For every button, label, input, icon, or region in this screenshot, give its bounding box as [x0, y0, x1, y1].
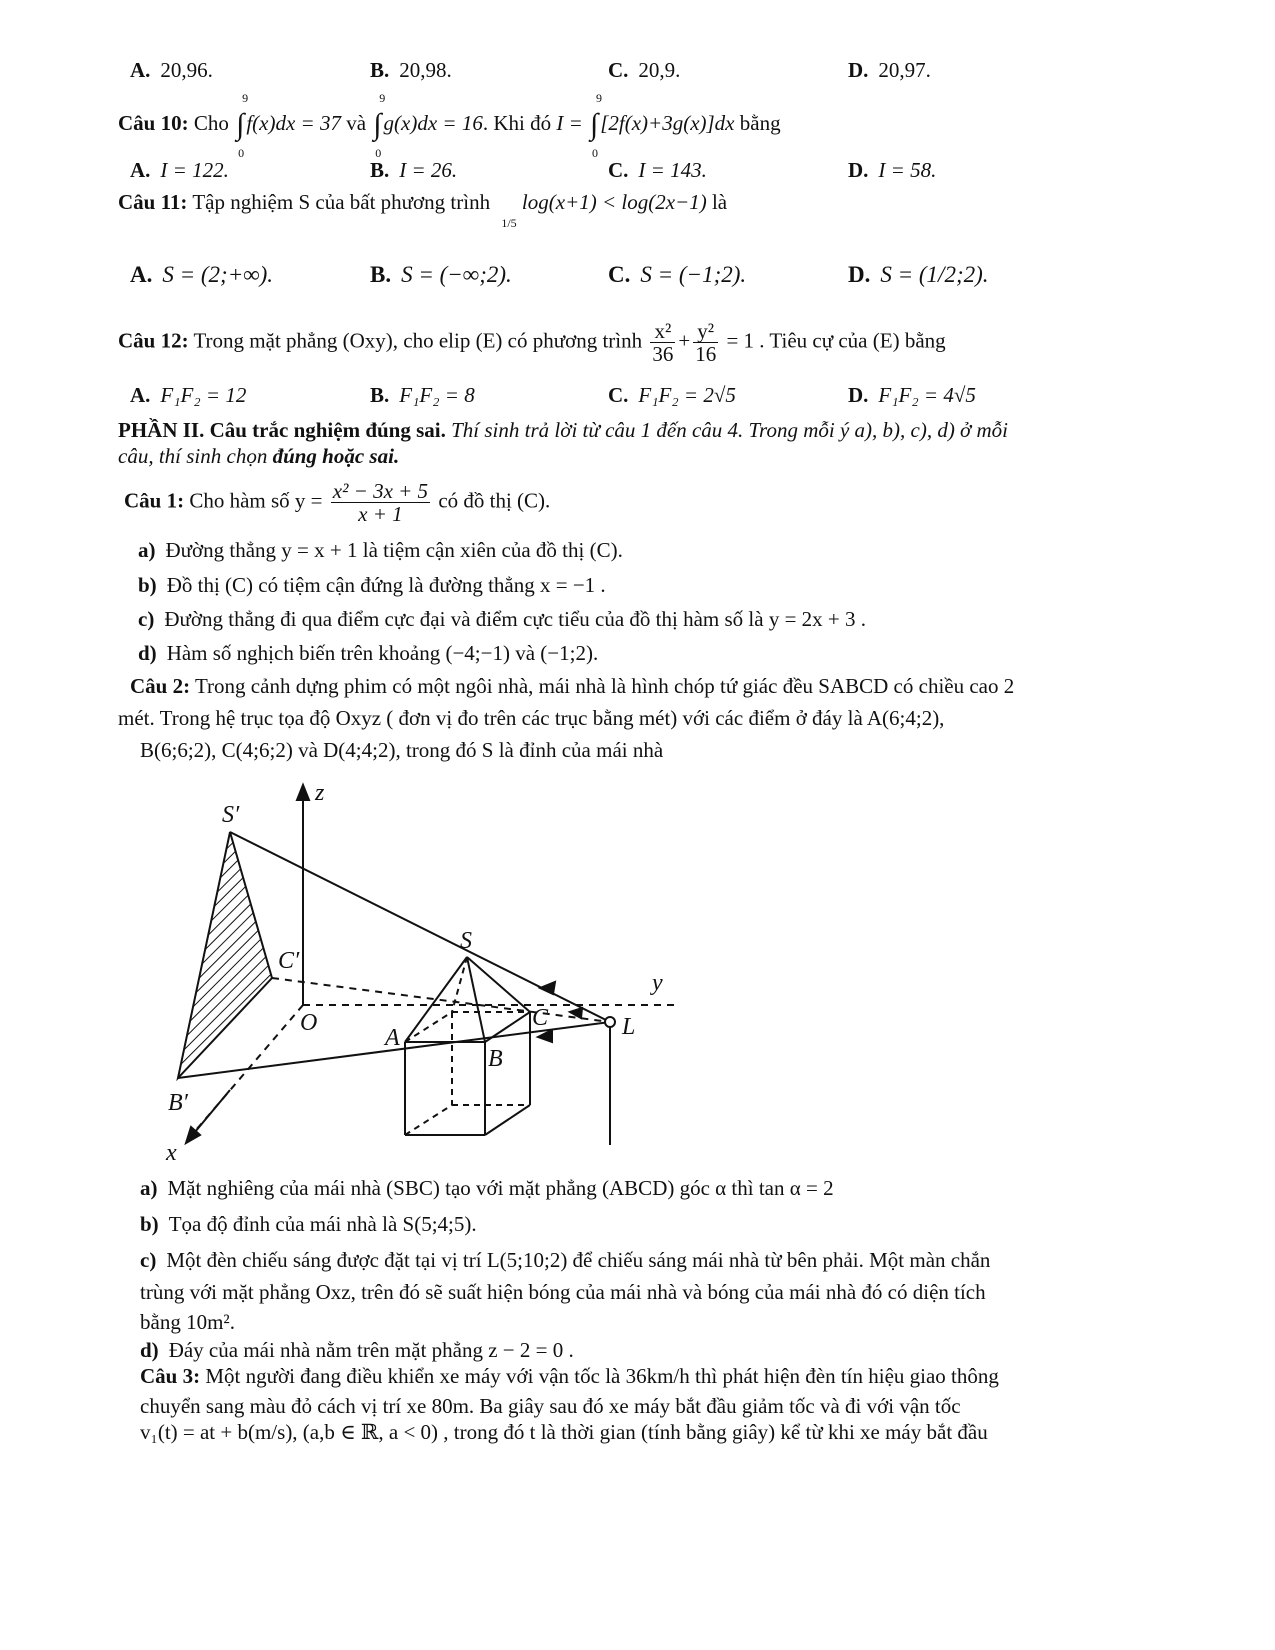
- q12-stem: Câu 12: Trong mặt phẳng (Oxy), cho elip (E) có phương trình $\frac{\text{x²}}{36}$ + $\frac{\text{y²}}{16}$ = 1 . Tiêu cự của (E) bằng: [118, 319, 946, 367]
- q12-option-d: D. F₁F₂ = 4√5: [848, 383, 976, 407]
- house-projection-figure: [160, 775, 720, 1170]
- p2q2-item-b: b) Tọa độ đỉnh của mái nhà là S(5;4;5).: [140, 1212, 477, 1236]
- label-y: y: [652, 970, 663, 996]
- q11-option-d: D. S = (1/2;2).: [848, 262, 989, 287]
- p2q2-item-a: a) Mặt nghiêng của mái nhà (SBC) tạo với mặt phẳng (ABCD) góc α thì tan α = 2: [140, 1176, 834, 1200]
- q12-option-c: C. F₁F₂ = 2√5: [608, 383, 736, 407]
- label-c-prime: C′: [278, 948, 300, 974]
- q11-option-b: B. S = (−∞;2).: [370, 262, 512, 287]
- p2q1-item-d: d) Hàm số nghịch biến trên khoảng (−4;−1) và (−1;2).: [138, 641, 599, 665]
- q12-option-a: A. F₁F₂ = 12: [130, 383, 247, 407]
- label-z: z: [315, 780, 325, 806]
- label-s: S: [460, 928, 472, 954]
- q10-option-d: D. I = 58.: [848, 158, 937, 182]
- q10-stem: Câu 10: Cho 9 ∫ 0 f(x)dx = 37 và 9 ∫ 0 g(x)dx = 16. Khi đó I = 9 ∫ 0 [2f(x)+3g(x)]dx bằng: [118, 91, 781, 160]
- label-o: O: [300, 1010, 318, 1036]
- q12-option-b: B. F₁F₂ = 8: [370, 383, 475, 407]
- q11-option-a: A. S = (2;+∞).: [130, 262, 274, 287]
- q11-stem: Câu 11: Tập nghiệm S của bất phương trình $_{1/5}$ log(x+1) < log(2x−1) là: [118, 190, 728, 230]
- label-x: x: [166, 1140, 177, 1166]
- q10-option-b: B. I = 26.: [370, 158, 458, 182]
- part2-heading: PHẦN II. Câu trắc nghiệm đúng sai. Thí sinh trả lời từ câu 1 đến câu 4. Trong mỗi ý a), b), c), d) ở mỗi: [118, 418, 1009, 442]
- p2q1-item-c: c) Đường thẳng đi qua điểm cực đại và điểm cực tiểu của đồ thị hàm số là y = 2x + 3 .: [138, 607, 867, 631]
- z-axis-arrow: [297, 785, 309, 800]
- p2q3-line-3: v₁(t) = at + b(m/s), (a,b ∈ ℝ, a < 0) , trong đó t là thời gian (tính bằng giây) kể từ khi xe máy bắt đầu: [140, 1420, 988, 1444]
- p2q3-line-1: Câu 3: Một người đang điều khiển xe máy với vận tốc là 36km/h thì phát hiện đèn tín hiệu giao thông: [140, 1364, 999, 1388]
- q9-option-a: A. 20,96.: [130, 58, 213, 82]
- p2q2-item-c: c) Một đèn chiếu sáng được đặt tại vị trí L(5;10;2) để chiếu sáng mái nhà từ bên phải. Một màn chắn: [140, 1248, 991, 1272]
- p2q2-item-d: d) Đáy của mái nhà nằm trên mặt phẳng z − 2 = 0 .: [140, 1338, 574, 1362]
- label-b: B: [488, 1046, 503, 1072]
- q10-option-c: C. I = 143.: [608, 158, 707, 182]
- q10-option-a: A. I = 122.: [130, 158, 229, 182]
- q11-option-c: C. S = (−1;2).: [608, 262, 747, 287]
- q9-option-c: C. 20,9.: [608, 58, 681, 82]
- p2q2-item-c-end: bằng 10m².: [140, 1310, 235, 1334]
- label-s-prime: S′: [222, 802, 240, 828]
- p2q2-line-2: mét. Trong hệ trục tọa độ Oxyz ( đơn vị đo trên các trục bằng mét) với các điểm ở đáy là A(6;4;2),: [118, 706, 945, 730]
- q9-option-b: B. 20,98.: [370, 58, 452, 82]
- label-l: L: [622, 1014, 636, 1040]
- label-a: A: [385, 1025, 400, 1051]
- light-source: [605, 1017, 615, 1027]
- shadow-hatched: [178, 832, 272, 1078]
- p2q1-item-b: b) Đồ thị (C) có tiệm cận đứng là đường thẳng x = −1 .: [138, 573, 606, 597]
- part2-instruction: câu, thí sinh chọn đúng hoặc sai.: [118, 444, 400, 468]
- p2q1-item-a: a) Đường thẳng y = x + 1 là tiệm cận xiên của đồ thị (C).: [138, 538, 623, 562]
- q9-option-d: D. 20,97.: [848, 58, 931, 82]
- q10-label: Câu 10:: [118, 111, 189, 136]
- p2q2-line-3: B(6;6;2), C(4;6;2) và D(4;4;2), trong đó S là đỉnh của mái nhà: [140, 738, 664, 762]
- p2q2-item-c-cont: trùng với mặt phẳng Oxz, trên đó sẽ suất hiện bóng của mái nhà và bóng của mái nhà đó có diện tích: [140, 1280, 986, 1304]
- ray-c-prime: [272, 978, 610, 1022]
- label-c: C: [532, 1005, 549, 1031]
- p2q3-line-2: chuyển sang màu đỏ cách vị trí xe 80m. Ba giây sau đó xe máy bắt đầu giảm tốc và đi với vận tốc: [140, 1394, 961, 1418]
- label-b-prime: B′: [168, 1090, 188, 1116]
- p2q1-stem: Câu 1: Cho hàm số y = $\frac{\text{x² − 3x + 5}}{x + 1}$ có đồ thị (C).: [124, 479, 551, 527]
- p2q2-line-1: Câu 2: Trong cảnh dựng phim có một ngôi nhà, mái nhà là hình chóp tứ giác đều SABCD có chiều cao 2: [130, 674, 1015, 698]
